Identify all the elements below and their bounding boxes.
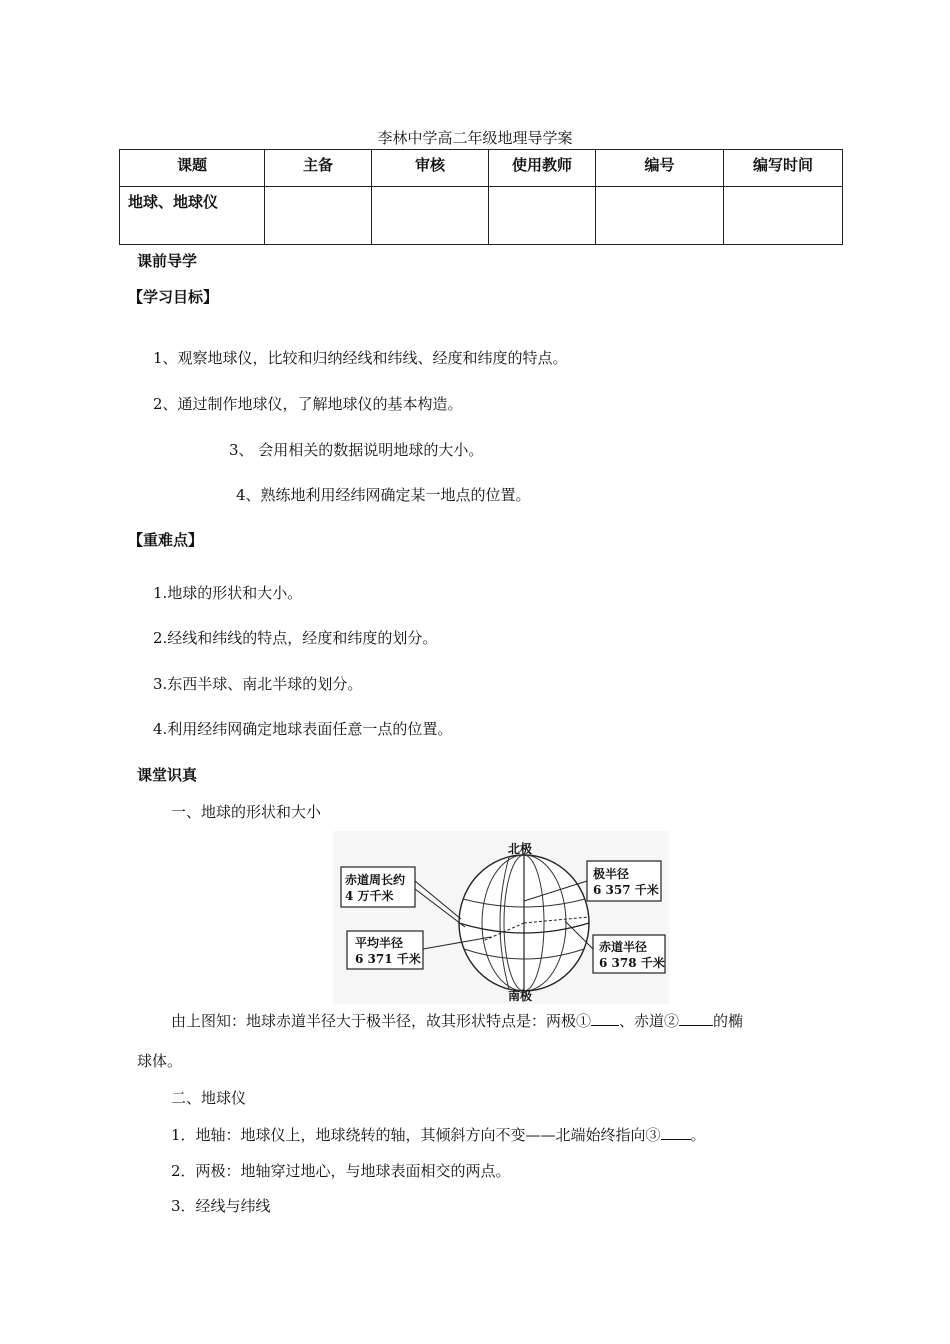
header-cell: 使用教师: [489, 150, 596, 187]
globe-item: [171, 1124, 706, 1145]
blank-2[interactable]: [679, 1011, 713, 1026]
globe-diagram: [333, 831, 669, 1004]
equator-length-value: 4 万千米: [345, 889, 394, 903]
table-cell: [372, 187, 489, 245]
key-item: 1.地球的形状和大小。: [153, 584, 303, 602]
paragraph-text: 由上图知：地球赤道半径大于极半径，故其形状特点是：两极①: [171, 1012, 592, 1030]
key-heading: 【重难点】: [128, 531, 204, 549]
globe-item: 2．两极：地轴穿过地心，与地球表面相交的两点。: [171, 1162, 511, 1180]
table-row: [120, 187, 843, 245]
page-title: 李林中学高二年级地理导学案: [377, 129, 573, 147]
key-item: 4.利用经纬网确定地球表面任意一点的位置。: [153, 720, 453, 738]
globe-item: 3．经线与纬线: [171, 1197, 271, 1215]
goals-heading: 【学习目标】: [128, 288, 219, 306]
equatorial-radius-label: 赤道半径: [599, 940, 648, 954]
goal-item: 4、熟练地利用经纬网确定某一地点的位置。: [236, 486, 531, 504]
equatorial-radius-value: 6 378 千米: [599, 956, 665, 970]
paragraph-text: 、赤道②: [619, 1012, 680, 1030]
header-cell: 编写时间: [724, 150, 843, 187]
paragraph-continuation: 球体。: [137, 1052, 183, 1070]
key-item: 3.东西半球、南北半球的划分。: [153, 675, 363, 693]
section-heading-class: 课堂识真: [137, 766, 198, 784]
key-item: 2.经线和纬线的特点，经度和纬度的划分。: [153, 629, 438, 647]
mean-radius-label: 平均半径: [355, 936, 404, 950]
polar-radius-label: 极半径: [593, 867, 630, 881]
part-heading: 二、地球仪: [171, 1089, 247, 1107]
blank-3[interactable]: [661, 1125, 691, 1140]
item-text: 。: [690, 1126, 706, 1144]
goal-item: 3、 会用相关的数据说明地球的大小。: [229, 441, 484, 459]
table-header-row: [120, 150, 843, 187]
goal-item: 2、通过制作地球仪，了解地球仪的基本构造。: [153, 395, 463, 413]
item-text: 1．地轴：地球仪上，地球绕转的轴，其倾斜方向不变——北端始终指向③: [171, 1126, 661, 1144]
table-cell: [265, 187, 372, 245]
info-table: [119, 149, 843, 245]
part-heading: 一、地球的形状和大小: [171, 803, 322, 821]
paragraph-shape: [171, 1010, 743, 1031]
header-cell: 主备: [265, 150, 372, 187]
north-pole-label: 北极: [508, 842, 533, 856]
table-cell: 地球、地球仪: [120, 187, 265, 245]
paragraph-text: 的椭: [713, 1012, 744, 1030]
blank-1[interactable]: [591, 1011, 619, 1026]
header-cell: 编号: [596, 150, 724, 187]
header-cell: 审核: [372, 150, 489, 187]
header-cell: 课题: [120, 150, 265, 187]
south-pole-label: 南极: [508, 989, 533, 1003]
earth-figure: [333, 831, 669, 1004]
goal-item: 1、观察地球仪，比较和归纳经线和纬线、经度和纬度的特点。: [153, 349, 568, 367]
table-cell: [489, 187, 596, 245]
equator-length-label: 赤道周长约: [345, 873, 406, 887]
mean-radius-value: 6 371 千米: [355, 952, 421, 966]
table-cell: [724, 187, 843, 245]
section-heading-preview: 课前导学: [137, 252, 198, 270]
polar-radius-value: 6 357 千米: [593, 883, 659, 897]
table-cell: [596, 187, 724, 245]
